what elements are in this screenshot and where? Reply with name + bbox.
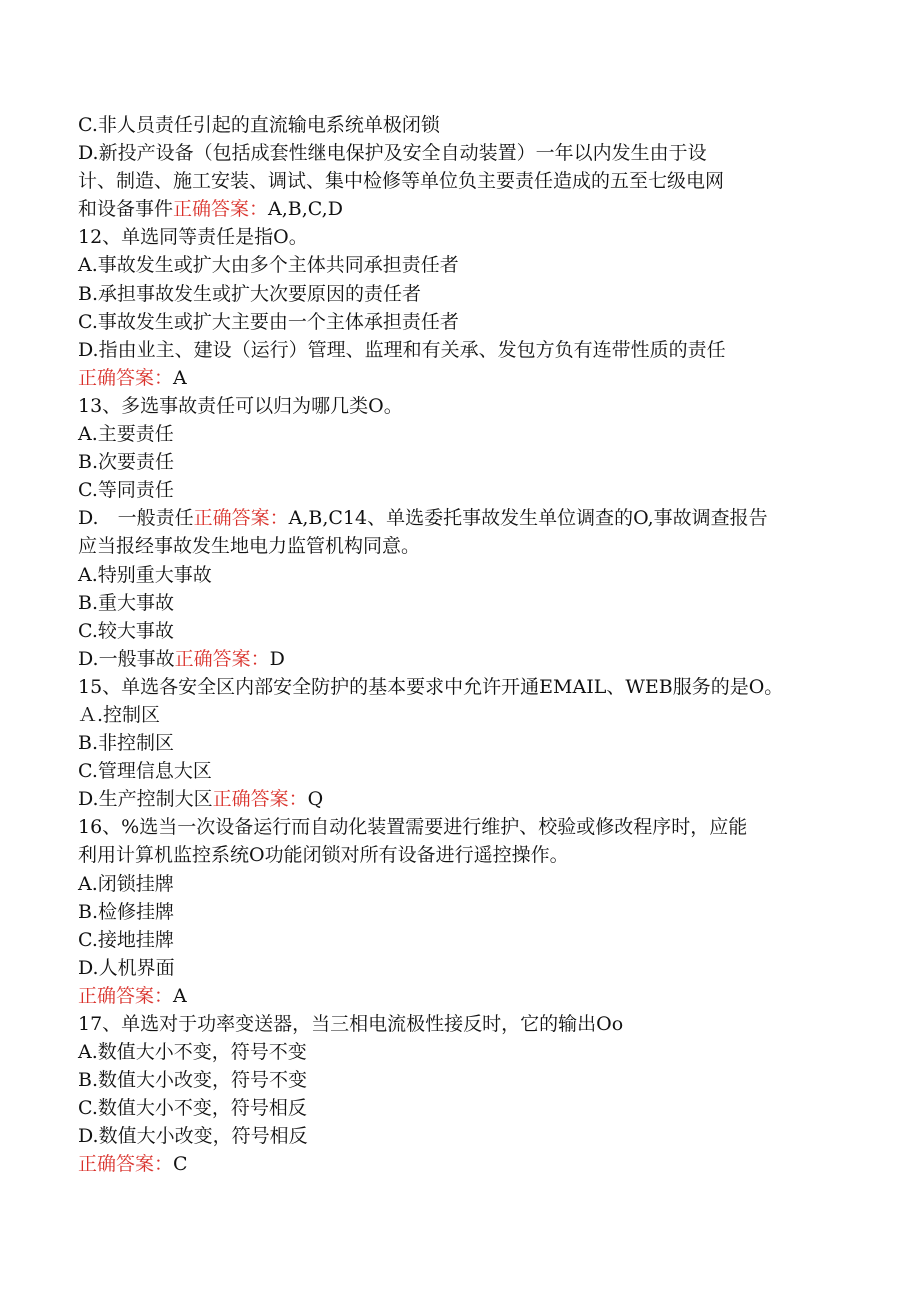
document-page bbox=[78, 111, 878, 1179]
text-line bbox=[78, 561, 878, 589]
line-text: 和设备事件 bbox=[78, 198, 174, 221]
text-line bbox=[78, 870, 878, 898]
answer-label: 正确答案： bbox=[78, 1153, 174, 1176]
text-line bbox=[78, 1094, 878, 1122]
text-line bbox=[78, 926, 878, 954]
text-line bbox=[78, 364, 878, 392]
text-line bbox=[78, 701, 878, 729]
text-line bbox=[78, 448, 878, 476]
text-line bbox=[78, 476, 878, 504]
line-text: A.特别重大事故 bbox=[78, 563, 212, 586]
text-line bbox=[78, 280, 878, 308]
text-line bbox=[78, 589, 878, 617]
text-line bbox=[78, 195, 878, 223]
text-line bbox=[78, 673, 878, 701]
text-line bbox=[78, 813, 878, 841]
line-text: 应当报经事故发生地电力监管机构同意。 bbox=[78, 535, 421, 558]
line-text: C.非人员责任引起的直流输电系统单极闭锁 bbox=[78, 114, 440, 136]
text-line bbox=[78, 982, 878, 1010]
line-text: 17、单选对于功率变送器，当三相电流极性接反时，它的输出Oo bbox=[78, 1013, 624, 1035]
line-text: D.指由业主、建设（运行）管理、监理和有关承、发包方负有连带性质的责任 bbox=[78, 338, 726, 361]
text-line bbox=[78, 167, 878, 195]
line-text: D.新投产设备（包括成套性继电保护及安全自动装置）一年以内发生由于设 bbox=[78, 142, 707, 165]
text-line bbox=[78, 1038, 878, 1066]
line-text: C bbox=[173, 1153, 188, 1176]
text-line bbox=[78, 336, 878, 364]
line-text: 16、%选当一次设备运行而自动化装置需要进行维护、校验或修改程序时，应能 bbox=[78, 816, 748, 839]
line-text: 计、制造、施工安装、调试、集中检修等单位负主要责任造成的五至七级电网 bbox=[78, 170, 725, 193]
text-line bbox=[78, 111, 878, 139]
line-text: A bbox=[173, 366, 187, 389]
line-text: D.生产控制大区 bbox=[78, 788, 213, 811]
line-text: D.数值大小改变，符号相反 bbox=[78, 1125, 308, 1148]
text-line bbox=[78, 757, 878, 785]
line-text: B.重大事故 bbox=[78, 591, 175, 614]
line-text: B.数值大小改变，符号不变 bbox=[78, 1069, 308, 1092]
line-text: 利用计算机监控系统O功能闭锁对所有设备进行遥控操作。 bbox=[78, 844, 569, 867]
line-text: Q bbox=[307, 788, 324, 811]
text-line bbox=[78, 1010, 878, 1038]
answer-label: 正确答案： bbox=[173, 198, 269, 221]
line-text: D bbox=[269, 647, 285, 670]
text-line bbox=[78, 645, 878, 673]
line-text: B.承担事故发生或扩大次要原因的责任者 bbox=[78, 282, 422, 305]
line-text: C.等同责任 bbox=[78, 479, 174, 502]
line-text: C.接地挂牌 bbox=[78, 928, 174, 951]
answer-label: 正确答案： bbox=[193, 507, 289, 530]
text-line bbox=[78, 898, 878, 926]
text-line bbox=[78, 1150, 878, 1178]
line-text: B.非控制区 bbox=[78, 732, 175, 755]
text-line bbox=[78, 139, 878, 167]
line-text: D.一般事故 bbox=[78, 647, 175, 670]
line-text: C.数值大小不变，符号相反 bbox=[78, 1097, 307, 1120]
line-text: 12、单选同等责任是指O。 bbox=[78, 226, 308, 249]
line-text: B.次要责任 bbox=[78, 451, 175, 474]
text-line bbox=[78, 392, 878, 420]
text-line bbox=[78, 532, 878, 560]
line-text: A.主要责任 bbox=[78, 423, 174, 446]
line-text: A,B,C,D bbox=[268, 198, 343, 221]
line-text: A.事故发生或扩大由多个主体共同承担责任者 bbox=[78, 254, 459, 277]
text-line bbox=[78, 251, 878, 279]
line-text: 15、单选各安全区内部安全防护的基本要求中允许开通EMAIL、WEB服务的是O。 bbox=[78, 675, 784, 698]
text-line bbox=[78, 308, 878, 336]
line-text: 13、多选事故责任可以归为哪几类O。 bbox=[78, 394, 403, 417]
line-text: A.闭锁挂牌 bbox=[78, 872, 174, 895]
text-line bbox=[78, 617, 878, 645]
line-text: C.管理信息大区 bbox=[78, 760, 212, 783]
line-text: D.人机界面 bbox=[78, 956, 175, 979]
answer-label: 正确答案： bbox=[212, 788, 308, 811]
text-line bbox=[78, 729, 878, 757]
text-line bbox=[78, 1122, 878, 1150]
answer-label: 正确答案： bbox=[78, 984, 174, 1007]
line-text: Ａ.控制区 bbox=[78, 703, 161, 726]
text-line bbox=[78, 223, 878, 251]
text-line bbox=[78, 785, 878, 813]
text-line bbox=[78, 954, 878, 982]
line-text: A.数值大小不变，符号不变 bbox=[78, 1041, 307, 1064]
line-text: C.事故发生或扩大主要由一个主体承担责任者 bbox=[78, 310, 459, 333]
answer-label: 正确答案： bbox=[174, 647, 270, 670]
line-text: D. 一般责任 bbox=[78, 507, 194, 530]
line-text: A,B,C14、单选委托事故发生单位调查的O,事故调查报告 bbox=[288, 507, 768, 530]
text-line bbox=[78, 1066, 878, 1094]
text-line bbox=[78, 420, 878, 448]
line-text: B.检修挂牌 bbox=[78, 900, 175, 923]
text-line bbox=[78, 841, 878, 869]
answer-label: 正确答案： bbox=[78, 366, 174, 389]
line-text: C.较大事故 bbox=[78, 619, 174, 642]
line-text: A bbox=[173, 984, 187, 1007]
text-line bbox=[78, 504, 878, 532]
